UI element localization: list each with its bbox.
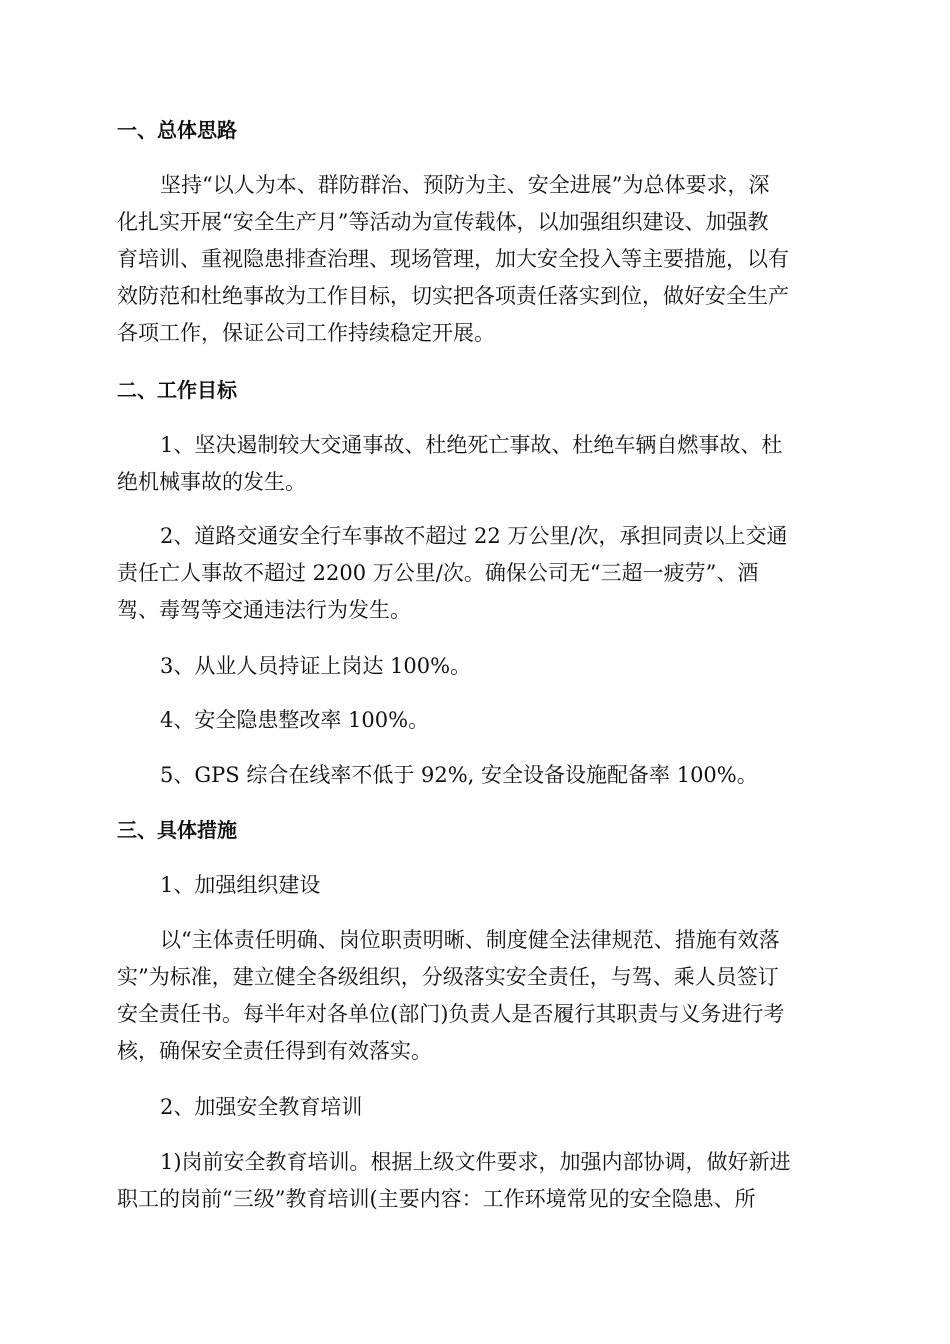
paragraph-line: 核，确保安全责任得到有效落实。	[117, 1039, 432, 1063]
paragraph-line: 1、坚决遏制较大交通事故、杜绝死亡事故、杜绝车辆自燃事故、杜	[160, 433, 783, 457]
paragraph-line: 实”为标准，建立健全各级组织，分级落实安全责任，与驾、乘人员签订	[117, 965, 779, 989]
paragraph-line: 4、安全隐患整改率 100%。	[160, 708, 430, 732]
paragraph-line: 安全责任书。每半年对各单位(部门)负责人是否履行其职责与义务进行考	[117, 1002, 785, 1026]
paragraph-line: 以“主体责任明确、岗位职责明晰、制度健全法律规范、措施有效落	[160, 928, 780, 952]
paragraph-line: 2、加强安全教育培训	[160, 1095, 363, 1119]
paragraph-line: 职工的岗前“三级”教育培训(主要内容：工作环境常见的安全隐患、所	[117, 1187, 756, 1211]
paragraph-line: 责任亡人事故不超过 2200 万公里/次。确保公司无“三超一疲劳”、酒	[117, 561, 759, 585]
section-heading-specific-measures: 三、具体措施	[117, 818, 237, 842]
paragraph-line: 驾、毒驾等交通违法行为发生。	[117, 598, 411, 622]
section-heading-work-goals: 二、工作目标	[117, 378, 237, 402]
paragraph-line: 绝机械事故的发生。	[117, 470, 306, 494]
paragraph-line: 3、从业人员持证上岗达 100%。	[160, 654, 472, 678]
section-heading-overall-approach: 一、总体思路	[117, 118, 237, 142]
paragraph-line: 1)岗前安全教育培训。根据上级文件要求，加强内部协调，做好新进	[160, 1150, 791, 1174]
paragraph-line: 效防范和杜绝事故为工作目标，切实把各项责任落实到位，做好安全生产	[117, 284, 789, 308]
paragraph-line: 2、道路交通安全行车事故不超过 22 万公里/次，承担同责以上交通	[160, 524, 788, 548]
paragraph-line: 育培训、重视隐患排查治理、现场管理，加大安全投入等主要措施，以有	[117, 247, 789, 271]
paragraph-line: 坚持“以人为本、群防群治、预防为主、安全进展”为总体要求，深	[160, 173, 770, 197]
paragraph-line: 5、GPS 综合在线率不低于 92%, 安全设备设施配备率 100%。	[160, 763, 758, 787]
paragraph-line: 化扎实开展“安全生产月”等活动为宣传载体，以加强组织建设、加强教	[117, 210, 769, 234]
paragraph-line: 各项工作，保证公司工作持续稳定开展。	[117, 321, 495, 345]
paragraph-line: 1、加强组织建设	[160, 873, 321, 897]
